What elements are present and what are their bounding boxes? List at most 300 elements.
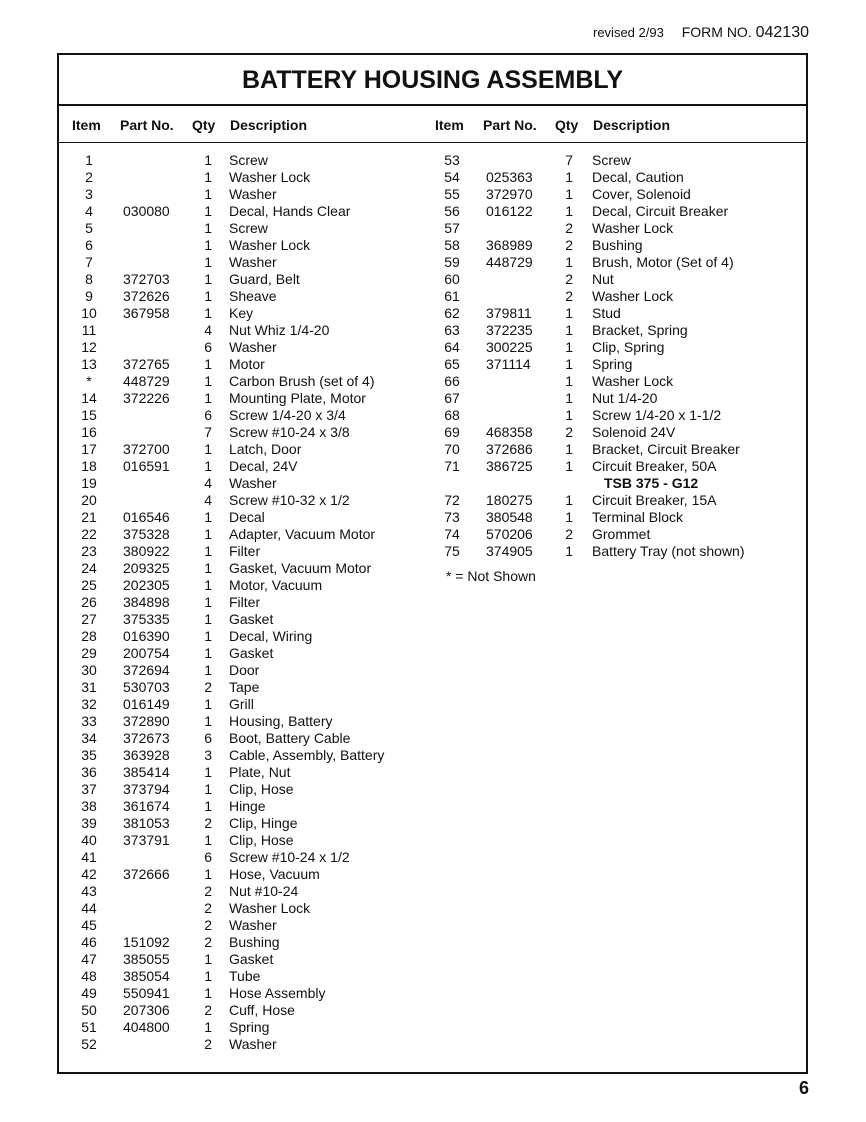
- description-cell: Decal, Circuit Breaker: [592, 203, 729, 219]
- qty-cell: 2: [204, 883, 212, 899]
- qty-cell: 2: [204, 679, 212, 695]
- description-cell: Brush, Motor (Set of 4): [592, 254, 734, 270]
- right-header-desc: Description: [593, 117, 671, 133]
- table-row: [424, 186, 804, 203]
- qty-cell: 1: [204, 152, 212, 168]
- qty-cell: 1: [204, 237, 212, 253]
- description-cell: Gasket, Vacuum Motor: [229, 560, 372, 576]
- qty-cell: 1: [565, 492, 573, 508]
- table-row: [59, 832, 429, 849]
- qty-cell: 1: [565, 543, 573, 559]
- qty-cell: 4: [204, 492, 212, 508]
- item-cell: 16: [81, 424, 97, 440]
- part-cell: 372890: [123, 713, 170, 729]
- description-cell: Decal, Wiring: [229, 628, 313, 644]
- page-title: BATTERY HOUSING ASSEMBLY: [59, 55, 806, 106]
- table-row: [59, 662, 429, 679]
- parts-rows-right: [424, 152, 804, 560]
- part-cell: 180275: [486, 492, 533, 508]
- qty-cell: 2: [204, 900, 212, 916]
- item-cell: 13: [81, 356, 97, 372]
- qty-cell: 4: [204, 322, 212, 338]
- table-row: [424, 458, 804, 475]
- item-cell: 52: [81, 1036, 97, 1052]
- part-cell: 372226: [123, 390, 170, 406]
- item-cell: 9: [85, 288, 93, 304]
- table-row: [59, 628, 429, 645]
- description-cell: Latch, Door: [229, 441, 302, 457]
- table-row: [59, 645, 429, 662]
- table-row: [59, 288, 429, 305]
- right-header-qty: Qty: [555, 117, 579, 133]
- qty-cell: 2: [565, 424, 573, 440]
- description-cell: Door: [229, 662, 260, 678]
- item-cell: 44: [81, 900, 97, 916]
- table-row: [424, 305, 804, 322]
- qty-cell: 1: [565, 322, 573, 338]
- table-row: [424, 543, 804, 560]
- description-cell: Motor: [229, 356, 265, 372]
- description-cell: Guard, Belt: [229, 271, 300, 287]
- qty-cell: 2: [204, 815, 212, 831]
- item-cell: 11: [81, 322, 97, 338]
- description-cell: Mounting Plate, Motor: [229, 390, 366, 406]
- description-cell: Washer: [229, 254, 277, 270]
- description-cell: Decal, Caution: [592, 169, 684, 185]
- item-cell: 47: [81, 951, 97, 967]
- parts-column-left: [59, 152, 429, 1053]
- part-cell: 361674: [123, 798, 170, 814]
- qty-cell: 1: [204, 288, 212, 304]
- table-row: [424, 237, 804, 254]
- description-cell: Gasket: [229, 951, 274, 967]
- item-cell: 62: [444, 305, 460, 321]
- description-cell: Clip, Hose: [229, 832, 294, 848]
- description-cell: Spring: [229, 1019, 270, 1035]
- description-cell: Bracket, Circuit Breaker: [592, 441, 740, 457]
- description-cell: Hose Assembly: [229, 985, 326, 1001]
- table-row: [424, 492, 804, 509]
- table-row: [59, 390, 429, 407]
- qty-cell: 1: [204, 356, 212, 372]
- table-row: [424, 152, 804, 169]
- description-cell: Plate, Nut: [229, 764, 291, 780]
- qty-cell: 1: [204, 220, 212, 236]
- parts-list-box: [57, 53, 808, 1074]
- qty-cell: 3: [204, 747, 212, 763]
- table-row: [59, 458, 429, 475]
- table-row: [59, 492, 429, 509]
- table-row: [59, 271, 429, 288]
- description-cell: Decal, 24V: [229, 458, 298, 474]
- table-row: [424, 356, 804, 373]
- qty-cell: 1: [204, 526, 212, 542]
- part-cell: 385055: [123, 951, 170, 967]
- description-cell: Nut Whiz 1/4-20: [229, 322, 330, 338]
- qty-cell: 1: [204, 798, 212, 814]
- table-row: [59, 696, 429, 713]
- description-cell: Filter: [229, 543, 261, 559]
- form-header: [593, 24, 809, 42]
- qty-cell: 6: [204, 339, 212, 355]
- qty-cell: 4: [204, 475, 212, 491]
- table-row: [59, 152, 429, 169]
- qty-cell: 1: [204, 509, 212, 525]
- item-cell: *: [86, 373, 92, 389]
- part-cell: 200754: [123, 645, 170, 661]
- item-cell: 50: [81, 1002, 97, 1018]
- part-cell: 030080: [123, 203, 170, 219]
- qty-cell: 1: [204, 985, 212, 1001]
- part-cell: 372700: [123, 441, 170, 457]
- right-header-part: Part No.: [483, 117, 537, 133]
- item-cell: 65: [444, 356, 460, 372]
- qty-cell: 1: [565, 339, 573, 355]
- part-cell: 151092: [123, 934, 170, 950]
- description-cell: TSB 375 - G12: [604, 475, 699, 491]
- description-cell: Screw #10-24 x 1/2: [229, 849, 350, 865]
- part-cell: 374905: [486, 543, 533, 559]
- part-cell: 209325: [123, 560, 170, 576]
- qty-cell: 1: [565, 203, 573, 219]
- qty-cell: 1: [204, 577, 212, 593]
- part-cell: 016149: [123, 696, 170, 712]
- description-cell: Nut: [592, 271, 614, 287]
- table-row: [59, 815, 429, 832]
- item-cell: 29: [81, 645, 97, 661]
- part-cell: 448729: [123, 373, 170, 389]
- description-cell: Spring: [592, 356, 633, 372]
- item-cell: 63: [444, 322, 460, 338]
- description-cell: Boot, Battery Cable: [229, 730, 351, 746]
- description-cell: Carbon Brush (set of 4): [229, 373, 375, 389]
- table-row: [59, 356, 429, 373]
- part-cell: 363928: [123, 747, 170, 763]
- table-row: [424, 322, 804, 339]
- description-cell: Screw 1/4-20 x 1-1/2: [592, 407, 722, 423]
- qty-cell: 2: [204, 934, 212, 950]
- item-cell: 20: [81, 492, 97, 508]
- part-cell: 380548: [486, 509, 533, 525]
- table-row: [424, 254, 804, 271]
- table-row: [59, 679, 429, 696]
- qty-cell: 1: [565, 373, 573, 389]
- item-cell: 25: [81, 577, 97, 593]
- qty-cell: 1: [565, 305, 573, 321]
- table-row: [59, 203, 429, 220]
- part-cell: 384898: [123, 594, 170, 610]
- part-cell: 016122: [486, 203, 533, 219]
- table-row: [59, 900, 429, 917]
- item-cell: 12: [81, 339, 97, 355]
- part-cell: 373794: [123, 781, 170, 797]
- page-number: 6: [798, 1078, 809, 1098]
- part-cell: 380922: [123, 543, 170, 559]
- description-cell: Nut #10-24: [229, 883, 299, 899]
- description-cell: Screw #10-24 x 3/8: [229, 424, 350, 440]
- item-cell: 8: [85, 271, 93, 287]
- form-label: FORM NO.: [681, 24, 752, 40]
- item-cell: 71: [444, 458, 460, 474]
- table-row: [59, 322, 429, 339]
- item-cell: 57: [444, 220, 460, 236]
- description-cell: Decal: [229, 509, 265, 525]
- part-cell: 372765: [123, 356, 170, 372]
- qty-cell: 2: [204, 917, 212, 933]
- description-cell: Screw: [229, 220, 268, 236]
- qty-cell: 1: [565, 254, 573, 270]
- form-number: 042130: [755, 24, 809, 41]
- table-row: [424, 526, 804, 543]
- item-cell: 61: [444, 288, 460, 304]
- table-row: [59, 254, 429, 271]
- table-row: [59, 577, 429, 594]
- description-cell: Washer: [229, 186, 277, 202]
- part-cell: 468358: [486, 424, 533, 440]
- description-cell: Grill: [229, 696, 254, 712]
- item-cell: 7: [85, 254, 93, 270]
- item-cell: 48: [81, 968, 97, 984]
- description-cell: Clip, Hose: [229, 781, 294, 797]
- qty-cell: 1: [204, 543, 212, 559]
- qty-cell: 1: [204, 611, 212, 627]
- table-row: [424, 339, 804, 356]
- item-cell: 46: [81, 934, 97, 950]
- qty-cell: 1: [204, 373, 212, 389]
- qty-cell: 1: [204, 832, 212, 848]
- description-cell: Cable, Assembly, Battery: [229, 747, 385, 763]
- table-row: [424, 509, 804, 526]
- description-cell: Circuit Breaker, 50A: [592, 458, 717, 474]
- left-header-item: Item: [72, 117, 101, 133]
- parts-column-right: [424, 152, 804, 585]
- qty-cell: 1: [204, 662, 212, 678]
- qty-cell: 1: [565, 356, 573, 372]
- item-cell: 43: [81, 883, 97, 899]
- part-cell: 016546: [123, 509, 170, 525]
- description-cell: Cover, Solenoid: [592, 186, 691, 202]
- description-cell: Washer Lock: [592, 288, 674, 304]
- description-cell: Clip, Spring: [592, 339, 665, 355]
- part-cell: 025363: [486, 169, 533, 185]
- item-cell: 35: [81, 747, 97, 763]
- description-cell: Sheave: [229, 288, 277, 304]
- item-cell: 68: [444, 407, 460, 423]
- qty-cell: 1: [204, 186, 212, 202]
- description-cell: Hose, Vacuum: [229, 866, 320, 882]
- item-cell: 27: [81, 611, 97, 627]
- part-cell: 207306: [123, 1002, 170, 1018]
- qty-cell: 1: [204, 169, 212, 185]
- part-cell: 372235: [486, 322, 533, 338]
- table-header: [59, 106, 806, 143]
- part-cell: 367958: [123, 305, 170, 321]
- table-row: [59, 611, 429, 628]
- item-cell: 15: [81, 407, 97, 423]
- description-cell: Tube: [229, 968, 261, 984]
- table-row: [424, 407, 804, 424]
- table-row: [424, 220, 804, 237]
- qty-cell: 1: [204, 866, 212, 882]
- table-row: [59, 866, 429, 883]
- description-cell: Washer Lock: [592, 373, 674, 389]
- description-cell: Bushing: [592, 237, 643, 253]
- part-cell: 016591: [123, 458, 170, 474]
- item-cell: 23: [81, 543, 97, 559]
- table-row: [59, 781, 429, 798]
- qty-cell: 2: [565, 526, 573, 542]
- table-row: [59, 543, 429, 560]
- part-cell: 381053: [123, 815, 170, 831]
- description-cell: Bushing: [229, 934, 280, 950]
- table-row: [59, 849, 429, 866]
- table-row: [59, 764, 429, 781]
- item-cell: 54: [444, 169, 460, 185]
- description-cell: Screw #10-32 x 1/2: [229, 492, 350, 508]
- part-cell: 372694: [123, 662, 170, 678]
- item-cell: 64: [444, 339, 460, 355]
- item-cell: 59: [444, 254, 460, 270]
- table-row: [59, 220, 429, 237]
- part-cell: 550941: [123, 985, 170, 1001]
- qty-cell: 2: [204, 1002, 212, 1018]
- item-cell: 53: [444, 152, 460, 168]
- left-header-qty: Qty: [192, 117, 216, 133]
- table-row: [59, 305, 429, 322]
- item-cell: 36: [81, 764, 97, 780]
- left-header-desc: Description: [230, 117, 308, 133]
- description-cell: Gasket: [229, 611, 274, 627]
- item-cell: 10: [81, 305, 97, 321]
- part-cell: 372703: [123, 271, 170, 287]
- qty-cell: 1: [204, 764, 212, 780]
- qty-cell: 1: [565, 186, 573, 202]
- description-cell: Washer: [229, 475, 277, 491]
- table-row: [59, 169, 429, 186]
- item-cell: 24: [81, 560, 97, 576]
- item-cell: 19: [81, 475, 97, 491]
- description-cell: Decal, Hands Clear: [229, 203, 351, 219]
- item-cell: 2: [85, 169, 93, 185]
- qty-cell: 1: [204, 645, 212, 661]
- part-cell: 375335: [123, 611, 170, 627]
- part-cell: 404800: [123, 1019, 170, 1035]
- table-row: [59, 917, 429, 934]
- description-cell: Battery Tray (not shown): [592, 543, 745, 559]
- part-cell: 372673: [123, 730, 170, 746]
- table-row: [59, 186, 429, 203]
- description-cell: Clip, Hinge: [229, 815, 298, 831]
- part-cell: 530703: [123, 679, 170, 695]
- description-cell: Terminal Block: [592, 509, 684, 525]
- description-cell: Adapter, Vacuum Motor: [229, 526, 376, 542]
- qty-cell: 1: [204, 696, 212, 712]
- description-cell: Screw 1/4-20 x 3/4: [229, 407, 346, 423]
- table-row: [59, 1036, 429, 1053]
- item-cell: 4: [85, 203, 93, 219]
- table-row: [59, 424, 429, 441]
- item-cell: 55: [444, 186, 460, 202]
- table-row: [59, 798, 429, 815]
- table-row: [59, 1019, 429, 1036]
- item-cell: 49: [81, 985, 97, 1001]
- item-cell: 70: [444, 441, 460, 457]
- table-row: [424, 271, 804, 288]
- qty-cell: 1: [565, 509, 573, 525]
- item-cell: 28: [81, 628, 97, 644]
- part-cell: 386725: [486, 458, 533, 474]
- description-cell: Washer: [229, 339, 277, 355]
- table-row: [424, 390, 804, 407]
- left-header-part: Part No.: [120, 117, 174, 133]
- part-cell: 379811: [486, 305, 532, 321]
- table-row: [59, 968, 429, 985]
- description-cell: Cuff, Hose: [229, 1002, 295, 1018]
- item-cell: 31: [81, 679, 97, 695]
- item-cell: 26: [81, 594, 97, 610]
- table-row: [59, 339, 429, 356]
- description-cell: Stud: [592, 305, 621, 321]
- qty-cell: 1: [204, 390, 212, 406]
- item-cell: 69: [444, 424, 460, 440]
- table-row: [424, 373, 804, 390]
- item-cell: 42: [81, 866, 97, 882]
- part-cell: 373791: [123, 832, 170, 848]
- part-cell: 385054: [123, 968, 170, 984]
- part-cell: 016390: [123, 628, 170, 644]
- table-row: [59, 883, 429, 900]
- table-subtitle-row: [424, 475, 804, 492]
- item-cell: 14: [81, 390, 97, 406]
- item-cell: 58: [444, 237, 460, 253]
- item-cell: 45: [81, 917, 97, 933]
- description-cell: Nut 1/4-20: [592, 390, 658, 406]
- item-cell: 66: [444, 373, 460, 389]
- description-cell: Gasket: [229, 645, 274, 661]
- item-cell: 72: [444, 492, 460, 508]
- qty-cell: 1: [204, 968, 212, 984]
- part-cell: 570206: [486, 526, 533, 542]
- item-cell: 51: [81, 1019, 97, 1035]
- item-cell: 73: [444, 509, 460, 525]
- item-cell: 32: [81, 696, 97, 712]
- qty-cell: 1: [204, 560, 212, 576]
- qty-cell: 1: [565, 169, 573, 185]
- item-cell: 40: [81, 832, 97, 848]
- part-cell: 372686: [486, 441, 533, 457]
- description-cell: Washer Lock: [229, 169, 311, 185]
- qty-cell: 7: [204, 424, 212, 440]
- qty-cell: 1: [204, 458, 212, 474]
- description-cell: Motor, Vacuum: [229, 577, 323, 593]
- qty-cell: 2: [204, 1036, 212, 1052]
- item-cell: 74: [444, 526, 460, 542]
- qty-cell: 2: [565, 237, 573, 253]
- right-header-item: Item: [435, 117, 464, 133]
- item-cell: 38: [81, 798, 97, 814]
- description-cell: Washer: [229, 917, 277, 933]
- item-cell: 30: [81, 662, 97, 678]
- part-cell: 375328: [123, 526, 170, 542]
- table-row: [424, 288, 804, 305]
- item-cell: 22: [81, 526, 97, 542]
- description-cell: Circuit Breaker, 15A: [592, 492, 717, 508]
- description-cell: Tape: [229, 679, 260, 695]
- qty-cell: 1: [565, 458, 573, 474]
- part-cell: 385414: [123, 764, 170, 780]
- description-cell: Bracket, Spring: [592, 322, 688, 338]
- qty-cell: 1: [565, 407, 573, 423]
